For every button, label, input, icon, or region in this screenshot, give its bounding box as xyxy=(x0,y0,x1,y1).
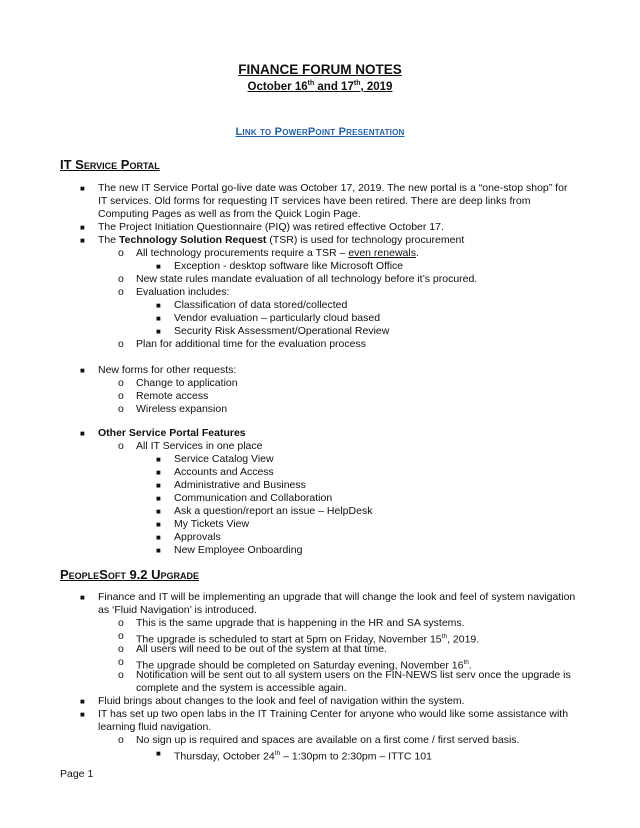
list-item: Vendor evaluation – particularly cloud based xyxy=(174,312,381,324)
bullet-icon: ■ xyxy=(156,546,161,555)
bullet-icon: ■ xyxy=(156,262,161,271)
list-item: Evaluation includes: xyxy=(136,286,230,298)
list-item: Communication and Collaboration xyxy=(174,492,333,504)
document-date: October 16th and 17th, 2019 xyxy=(247,80,393,93)
list-item: as ‘Fluid Navigation’ is introduced. xyxy=(98,604,257,616)
list-item: complete and the system is accessible again. xyxy=(136,682,347,694)
list-item: All users will need to be out of the system at that time. xyxy=(136,643,387,655)
bullet-icon: ■ xyxy=(156,520,161,529)
list-item: Accounts and Access xyxy=(174,466,274,478)
bullet-icon: ■ xyxy=(80,366,85,375)
list-item: New forms for other requests: xyxy=(98,364,237,376)
list-item: The Technology Solution Request (TSR) is used for technology procurement xyxy=(98,234,465,246)
list-item: IT has set up two open labs in the IT Training Center for anyone who would like some assistance with xyxy=(98,708,569,720)
list-item: My Tickets View xyxy=(174,518,250,530)
section-heading-peoplesoft-upgrade: PeopleSoft 9.2 Upgrade xyxy=(60,567,200,582)
list-item: Approvals xyxy=(174,531,221,543)
list-item: The upgrade should be completed on Saturday evening, November 16th. xyxy=(136,659,472,672)
list-item: No sign up is required and spaces are available on a first come / first served basis. xyxy=(136,734,520,746)
circle-bullet-icon: o xyxy=(118,734,124,746)
bullet-icon: ■ xyxy=(80,593,85,602)
bullet-icon: ■ xyxy=(156,494,161,503)
circle-bullet-icon: o xyxy=(118,643,124,655)
bullet-icon: ■ xyxy=(156,749,161,758)
bullet-icon: ■ xyxy=(80,429,85,438)
list-item: Administrative and Business xyxy=(174,479,306,491)
bullet-icon: ■ xyxy=(156,327,161,336)
list-item: Notification will be sent out to all system users on the FIN-NEWS list serv once the upgrade is xyxy=(136,669,571,681)
circle-bullet-icon: o xyxy=(118,390,124,402)
bullet-icon: ■ xyxy=(80,710,85,719)
bullet-icon: ■ xyxy=(80,223,85,232)
bullet-icon: ■ xyxy=(156,468,161,477)
circle-bullet-icon: o xyxy=(118,247,124,259)
bullet-icon: ■ xyxy=(156,301,161,310)
list-item: All technology procurements require a TSR – even renewals. xyxy=(136,247,419,259)
list-item: Fluid brings about changes to the look and feel of navigation within the system. xyxy=(98,695,465,707)
bullet-icon: ■ xyxy=(156,481,161,490)
document-title: FINANCE FORUM NOTES xyxy=(238,62,402,77)
bullet-icon: ■ xyxy=(156,314,161,323)
section-heading-it-service-portal: IT Service Portal xyxy=(60,157,160,172)
bullet-icon: ■ xyxy=(80,184,85,193)
circle-bullet-icon: o xyxy=(118,630,124,642)
list-item: The new IT Service Portal go-live date was October 17, 2019. The new portal is a “one-stop shop” for xyxy=(98,182,568,194)
list-item: Exception - desktop software like Microsoft Office xyxy=(174,260,404,272)
list-item: Change to application xyxy=(136,377,238,389)
list-item: Other Service Portal Features xyxy=(98,427,246,439)
circle-bullet-icon: o xyxy=(118,273,124,285)
bullet-icon: ■ xyxy=(80,236,85,245)
circle-bullet-icon: o xyxy=(118,617,124,629)
list-item: Plan for additional time for the evaluation process xyxy=(136,338,366,350)
circle-bullet-icon: o xyxy=(118,669,124,681)
bullet-icon: ■ xyxy=(156,507,161,516)
circle-bullet-icon: o xyxy=(118,656,124,668)
list-item: Wireless expansion xyxy=(136,403,228,415)
bullet-icon: ■ xyxy=(156,455,161,464)
page-number: Page 1 xyxy=(60,768,94,780)
circle-bullet-icon: o xyxy=(118,440,124,452)
list-item: Remote access xyxy=(136,390,209,402)
list-item: All IT Services in one place xyxy=(136,440,263,452)
list-item: learning fluid navigation. xyxy=(98,721,212,733)
list-item: This is the same upgrade that is happening in the HR and SA systems. xyxy=(136,617,465,629)
circle-bullet-icon: o xyxy=(118,338,124,350)
bullet-icon: ■ xyxy=(80,697,85,706)
list-item: Classification of data stored/collected xyxy=(174,299,348,311)
list-item: Ask a question/report an issue – HelpDesk xyxy=(174,505,373,517)
list-item: Service Catalog View xyxy=(174,453,274,465)
list-item: IT services. Old forms for requesting IT services have been retired. There are deep links from xyxy=(98,195,531,207)
circle-bullet-icon: o xyxy=(118,286,124,298)
list-item: New state rules mandate evaluation of all technology before it’s procured. xyxy=(136,273,478,285)
list-item: The upgrade is scheduled to start at 5pm on Friday, November 15th, 2019. xyxy=(136,633,480,646)
list-item: New Employee Onboarding xyxy=(174,544,303,556)
list-item: The Project Initiation Questionnaire (PIQ) was retired effective October 17. xyxy=(98,221,444,233)
powerpoint-link[interactable]: Link to PowerPoint Presentation xyxy=(235,126,405,138)
circle-bullet-icon: o xyxy=(118,403,124,415)
list-item: Computing Pages as well as from the Quick Login Page. xyxy=(98,208,361,220)
circle-bullet-icon: o xyxy=(118,377,124,389)
bullet-icon: ■ xyxy=(156,533,161,542)
list-item: Finance and IT will be implementing an upgrade that will change the look and feel of system navigation xyxy=(98,591,576,603)
list-item: Security Risk Assessment/Operational Review xyxy=(174,325,390,337)
list-item: Thursday, October 24th – 1:30pm to 2:30pm – ITTC 101 xyxy=(174,750,432,763)
